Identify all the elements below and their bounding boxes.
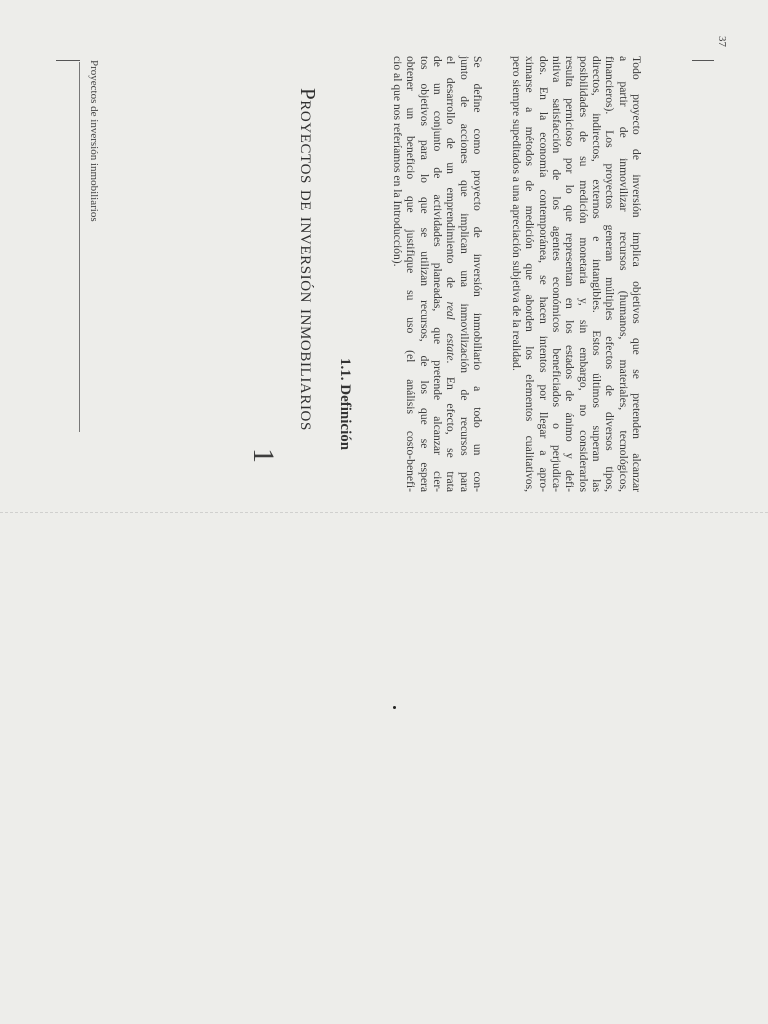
- text-line: dos. En la economía contemporánea, se hacen intentos por llegar a apro-: [536, 56, 550, 492]
- text-line: resulta pernicioso por lo que representan en los estados de ánimo y defi-: [563, 56, 577, 492]
- paragraph-objectives: [510, 56, 643, 492]
- text-line: Se define como proyecto de inversión inmobiliario a todo un con-: [471, 56, 484, 492]
- text-line: obtener un beneficio que justifique su uso (el análisis costo-benefi-: [404, 56, 418, 492]
- chapter-number: 1: [247, 448, 280, 463]
- text-line: nitiva satisfacción de los agentes económicos beneficiados o perjudica-: [549, 56, 563, 492]
- text-line: tos objetivos para lo que se utilizan recursos, de los que se espera: [417, 56, 431, 492]
- chapter-title: Proyectos de inversión inmobiliarios: [296, 88, 320, 431]
- section-heading: 1.1. Definición: [337, 358, 353, 451]
- text-line: pero siempre supeditados a una apreciación subjetiva de la realidad.: [509, 56, 523, 371]
- page-fold-shadow: [0, 512, 768, 513]
- text-line: cio al que nos referíamos en la Introducción).: [390, 56, 404, 267]
- scan-speck: [393, 706, 396, 709]
- page-number: 37: [716, 36, 728, 47]
- text-line-italic: el desarrollo de un emprendimiento de real estate. En efecto, se trata: [444, 56, 458, 492]
- header-rule: [79, 62, 80, 432]
- text-line: junto de acciones que implican una inmovilización de recursos para: [457, 56, 471, 492]
- text-line: posibilidades de su medición monetaria y, sin embargo, no considerarlos: [576, 56, 590, 492]
- text-line: de un conjunto de actividades planeadas, que pretende alcanzar cier-: [430, 56, 444, 492]
- text-line: [444, 56, 457, 492]
- text-line: financieros). Los proyectos generan múltiples efectos de diversos tipos,: [603, 56, 617, 492]
- running-header: Proyectos de inversión inmobiliarios: [88, 60, 100, 222]
- text-line: ximarse a métodos de medición que aborden los elementos cualitativos,: [523, 56, 537, 492]
- text-line: directos, indirectos, externos e intangibles. Estos últimos superan las: [589, 56, 603, 492]
- text-line: a partir de inmovilizar recursos (humanos, materiales, tecnológicos,: [616, 56, 630, 492]
- italic-term: real estate: [444, 301, 458, 361]
- page-number-rule: [692, 60, 714, 61]
- paragraph-definition: [391, 56, 484, 492]
- text-line: Todo proyecto de inversión implica objetivos que se pretenden alcanzar: [630, 56, 643, 492]
- header-vertical-rule: [56, 60, 80, 61]
